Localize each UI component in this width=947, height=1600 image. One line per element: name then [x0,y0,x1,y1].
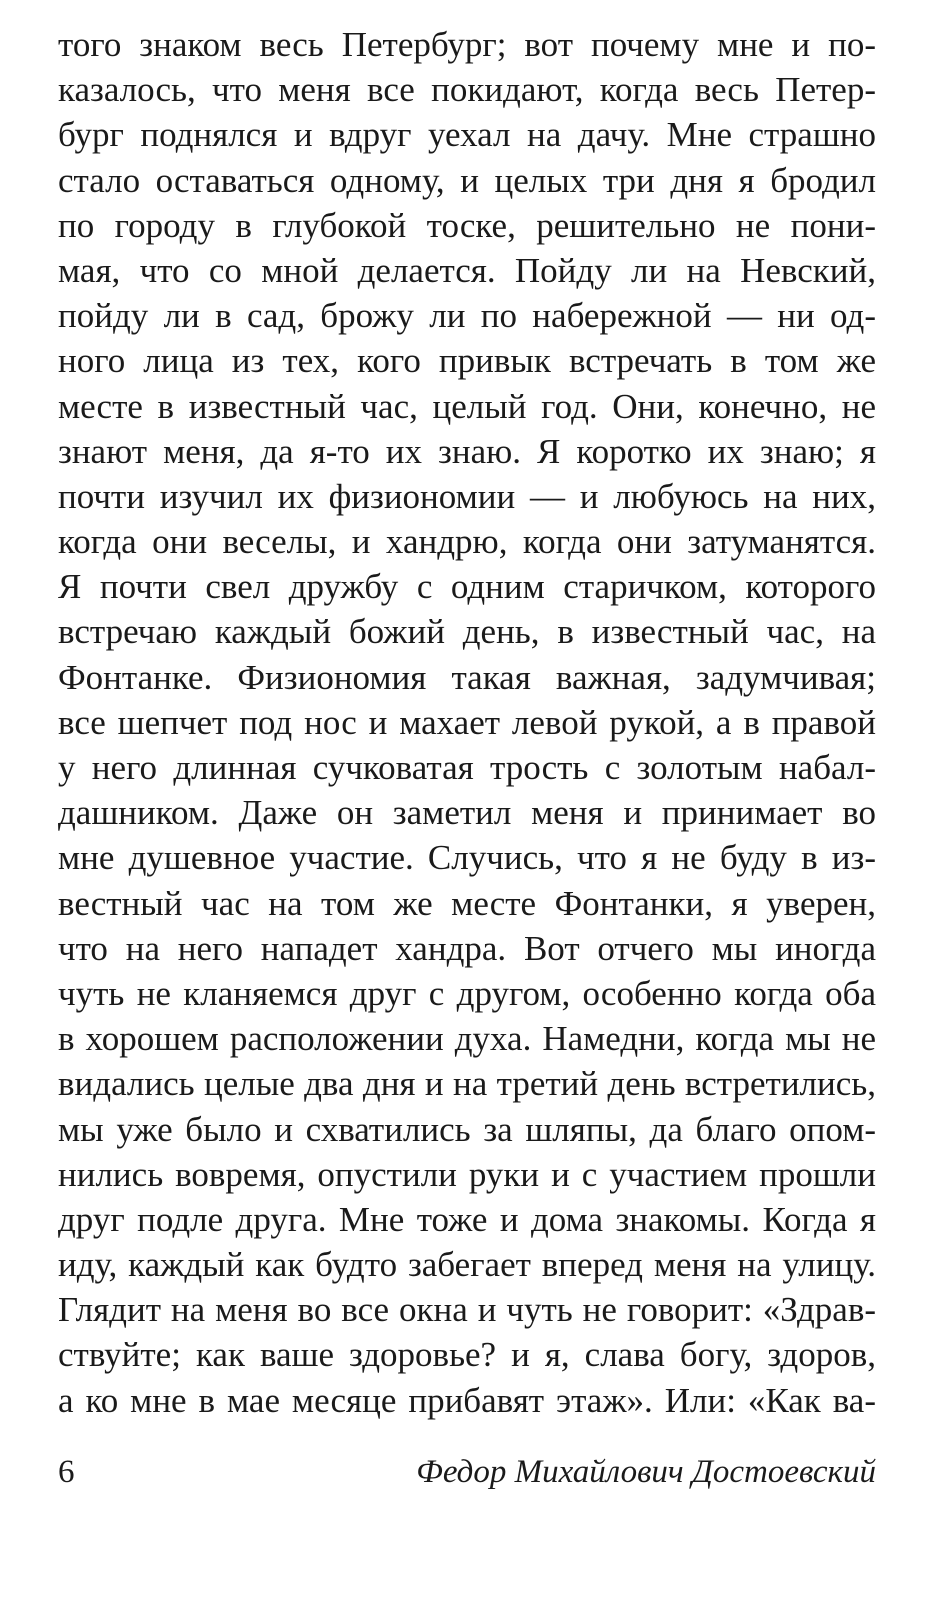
text-line: в хорошем расположении духа. Намедни, когда мы не [58,1019,876,1059]
text-line: чуть не кланяемся друг с другом, особенно когда оба [58,973,876,1013]
text-line: нились вовремя, опустили руки и с участием прошли [58,1154,876,1194]
text-line: ного лица из тех, кого привык встречать в том же [58,341,876,381]
text-line: иду, каждый как будто забегает вперед меня на улицу. [58,1245,876,1285]
page-number: 6 [58,1454,75,1490]
text-line: пойду ли в сад, брожу ли по набережной — ни од- [58,296,876,336]
running-footer-author: Федор Михайлович Достоевский [416,1454,876,1490]
text-line: видались целые два дня и на третий день встретились, [58,1064,876,1104]
text-line: мы уже было и схватились за шляпы, да благо опом- [58,1109,876,1149]
text-line: вестный час на том же месте Фонтанки, я уверен, [58,883,876,923]
text-line: встречаю каждый божий день, в известный час, на [58,612,876,652]
text-line: все шепчет под нос и махает левой рукой, а в правой [58,702,876,742]
book-page [58,22,876,1423]
text-line: знают меня, да я-то их знаю. Я коротко их знаю; я [58,431,876,471]
text-line: по городу в глубокой тоске, решительно не пони- [58,205,876,245]
text-line: почти изучил их физиономии — и любуюсь на них, [58,476,876,516]
text-line: месте в известный час, целый год. Они, конечно, не [58,386,876,426]
text-line: Фонтанке. Физиономия такая важная, задумчивая; [58,657,876,697]
text-line: Я почти свел дружбу с одним старичком, которого [58,567,876,607]
text-line: Глядит на меня во все окна и чуть не говорит: «Здрав- [58,1290,876,1330]
text-line: а ко мне в мае месяце прибавят этаж». Или: «Как ва- [58,1380,876,1420]
text-line: бург поднялся и вдруг уехал на дачу. Мне страшно [58,115,876,155]
text-line: когда они веселы, и хандрю, когда они затуманятся. [58,522,876,562]
text-line: друг подле друга. Мне тоже и дома знакомы. Когда я [58,1199,876,1239]
text-line: того знаком весь Петербург; вот почему мне и по- [58,25,876,64]
text-line: что на него нападет хандра. Вот отчего мы иногда [58,928,876,968]
text-line: мая, что со мной делается. Пойду ли на Невский, [58,250,876,290]
text-line: дашником. Даже он заметил меня и принимает во [58,793,876,833]
body-text [58,22,876,1423]
text-line: казалось, что меня все покидают, когда весь Петер- [58,70,876,110]
text-line: стало оставаться одному, и целых три дня я бродил [58,160,876,200]
text-line: мне душевное участие. Случись, что я не буду в из- [58,838,876,878]
text-line: у него длинная сучковатая трость с золотым набал- [58,748,876,787]
text-line: ствуйте; как ваше здоровье? и я, слава богу, здоров, [58,1335,876,1375]
